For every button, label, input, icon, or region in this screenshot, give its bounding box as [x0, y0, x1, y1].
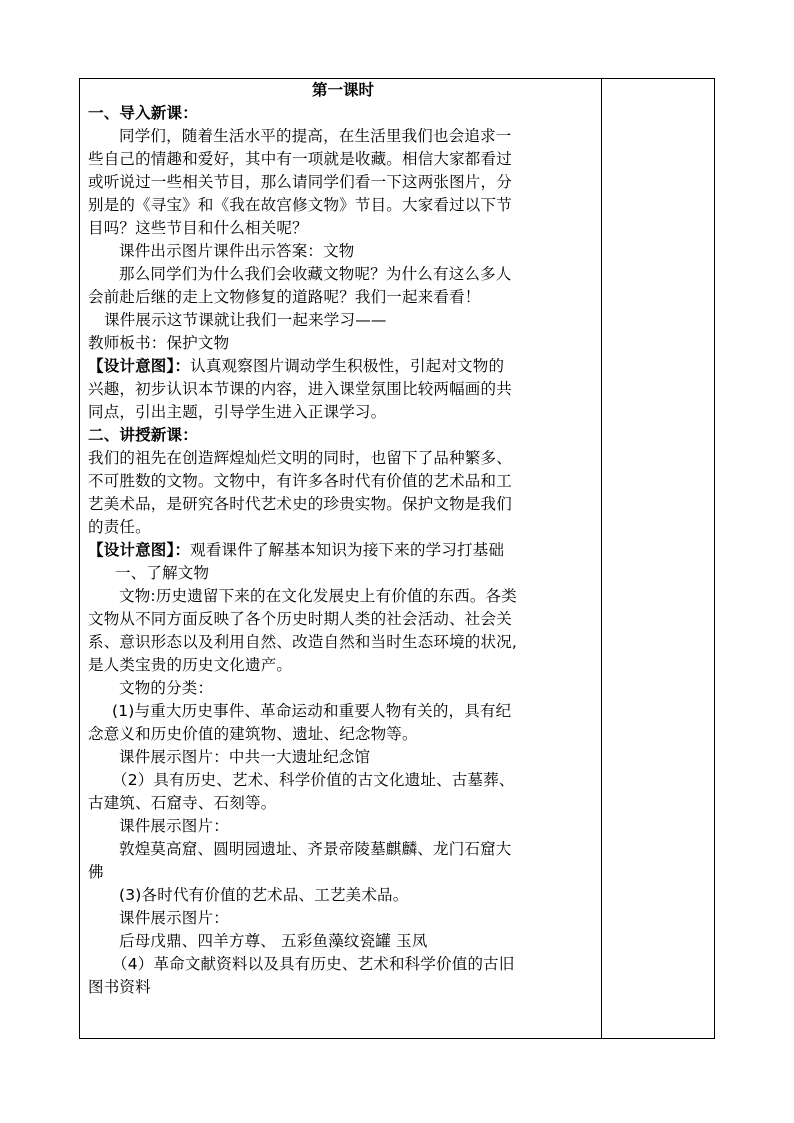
design-intent-label: 【设计意图】：: [88, 357, 191, 375]
lesson-content: [88, 79, 598, 999]
section-heading: 一、导入新课：: [88, 104, 198, 122]
text-line: 教师板书：保护文物: [88, 334, 230, 352]
text-line: 文物的分类：: [119, 679, 214, 697]
text-line: 目吗？这些节目和什么相关呢？: [88, 219, 308, 237]
design-intent-label: 【设计意图】：: [88, 541, 191, 559]
design-intent-text: 观看课件了解基本知识为接下来的学习打基础: [190, 541, 505, 559]
text-line: 兴趣，初步认识本节课的内容，进入课堂氛围比较两幅画的共: [88, 380, 512, 398]
text-line: 那么同学们为什么我们会收藏文物呢？为什么有这么多人: [119, 265, 512, 283]
text-line: [88, 355, 598, 378]
column-divider: [601, 79, 602, 1038]
lesson-title: 第一课时: [311, 81, 374, 99]
text-line: 课件展示图片：: [119, 909, 229, 927]
text-line: 课件展示图片：中共一大遗址纪念馆: [119, 748, 371, 766]
text-line: 古建筑、石窟寺、石刻等。: [88, 794, 277, 812]
text-line: 文物:历史遗留下来的在文化发展史上有价值的东西。各类: [119, 587, 517, 605]
text-line: 敦煌莫高窟、圆明园遗址、齐景帝陵墓麒麟、龙门石窟大: [119, 840, 512, 858]
design-intent-text: 认真观察图片调动学生积极性，引起对文物的: [190, 357, 505, 375]
text-line: 课件展示这节课就让我们一起来学习——: [104, 311, 387, 329]
text-line: 课件展示图片：: [119, 817, 229, 835]
text-line: 别是的《寻宝》和《我在故宫修文物》节目。大家看过以下节: [88, 196, 512, 214]
text-line: 些自己的情趣和爱好，其中有一项就是收藏。相信大家都看过: [88, 150, 512, 168]
text-line: 的责任。: [88, 518, 151, 536]
text-line: 图书资料: [88, 978, 151, 996]
text-line: 同学们，随着生活水平的提高，在生活里我们也会追求一: [119, 127, 512, 145]
text-line: (1)与重大历史事件、革命运动和重要人物有关的，具有纪: [112, 702, 512, 720]
text-line: [88, 539, 598, 562]
text-line: 文物从不同方面反映了各个历史时期人类的社会活动、社会关: [88, 610, 512, 628]
text-line: 是人类宝贵的历史文化遗产。: [88, 656, 293, 674]
text-line: 或听说过一些相关节目，那么请同学们看一下这两张图片，分: [88, 173, 512, 191]
lesson-plan-table: [79, 78, 715, 1039]
section-heading: 二、讲授新课：: [88, 426, 198, 444]
text-line: 一、了解文物: [115, 564, 210, 582]
text-line: 艺美术品，是研究各时代艺术史的珍贵实物。保护文物是我们: [88, 495, 512, 513]
text-line: 不可胜数的文物。文物中，有许多各时代有价值的艺术品和工: [88, 472, 512, 490]
text-line: (3)各时代有价值的艺术品、工艺美术品。: [119, 886, 409, 904]
text-line: 我们的祖先在创造辉煌灿烂文明的同时，也留下了品种繁多、: [88, 449, 512, 467]
text-line: 念意义和历史价值的建筑物、遗址、纪念物等。: [88, 725, 418, 743]
text-line: 佛: [88, 863, 104, 881]
text-line: 课件出示图片课件出示答案：文物: [119, 242, 355, 260]
text-line: 同点，引出主题，引导学生进入正课学习。: [88, 403, 387, 421]
text-line: 会前赴后继的走上文物修复的道路呢？我们一起来看看！: [88, 288, 481, 306]
text-line: （4）革命文献资料以及具有历史、艺术和科学价值的古旧: [112, 955, 515, 973]
text-line: （2）具有历史、艺术、科学价值的古文化遗址、古墓葬、: [112, 771, 515, 789]
text-line: 后母戊鼎、四羊方尊、 五彩鱼藻纹瓷罐 玉凤: [119, 932, 428, 950]
text-line: 系、意识形态以及利用自然、改造自然和当时生态环境的状况,: [88, 633, 518, 651]
